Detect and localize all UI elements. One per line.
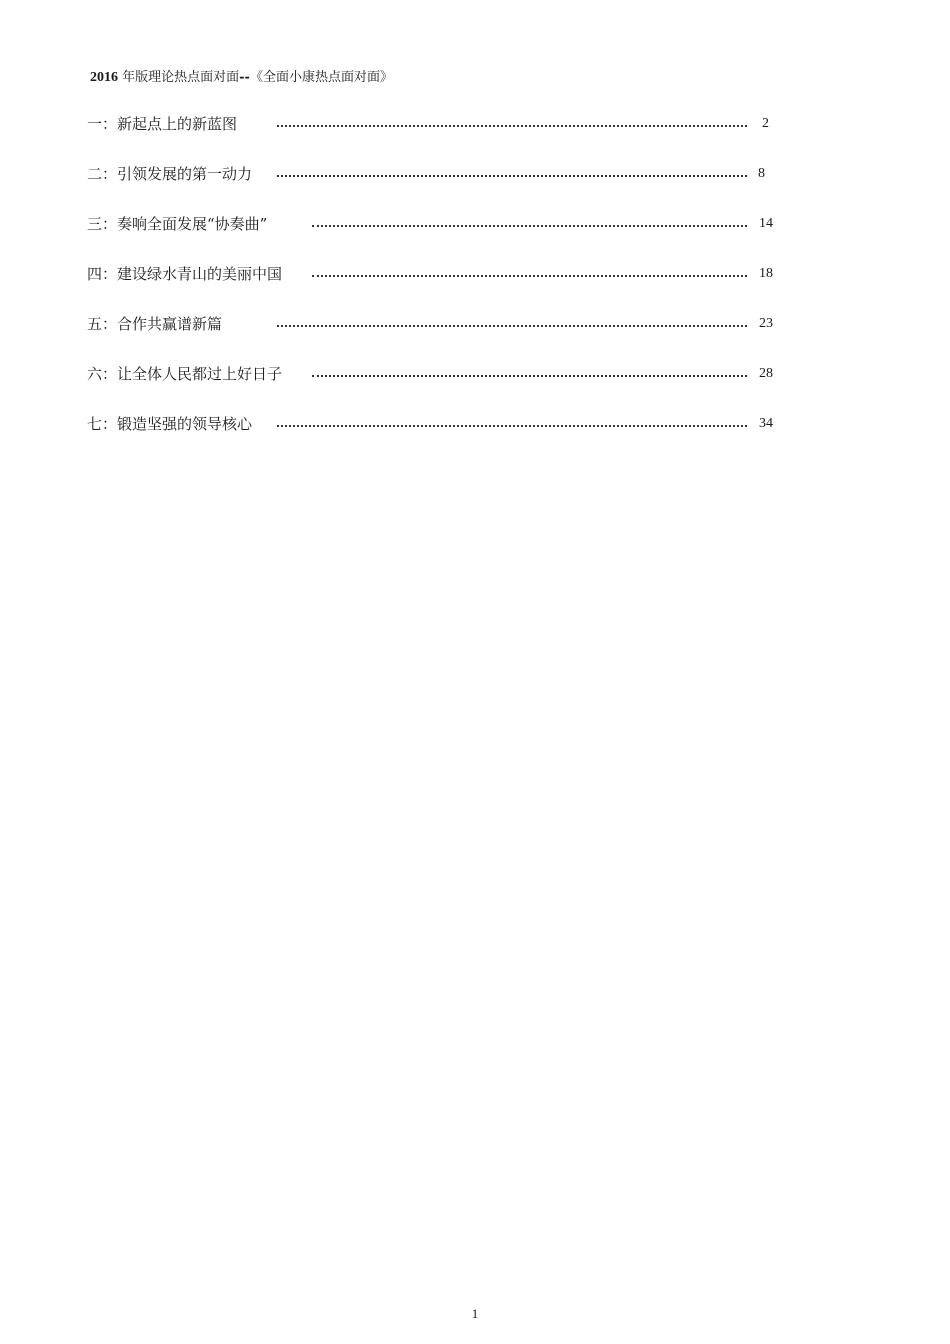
toc-entry-page: 14 [759, 216, 773, 231]
title-main: 年版理论热点面对面 [122, 70, 240, 85]
toc-leader-dots [277, 313, 747, 335]
toc-leader-dots [277, 413, 747, 435]
toc-entry-label: 一：新起点上的新蓝图 [87, 115, 238, 133]
toc-entry[interactable] [87, 363, 777, 413]
toc-leader-dots [277, 163, 747, 185]
title-dash: -- [239, 70, 250, 85]
toc-leader-dots [312, 213, 747, 235]
toc-entry[interactable] [87, 213, 777, 263]
title-year: 2016 [90, 70, 118, 85]
table-of-contents [87, 113, 777, 463]
toc-entry[interactable] [87, 413, 777, 463]
toc-entry[interactable] [87, 113, 777, 163]
toc-leader-dots [312, 263, 747, 285]
toc-entry[interactable] [87, 313, 777, 363]
page-number: 1 [471, 1306, 479, 1321]
toc-entry-page: 2 [762, 116, 769, 131]
toc-entry-label: 七：锻造坚强的领导核心 [87, 415, 253, 433]
toc-entry-page: 18 [759, 266, 773, 281]
toc-entry[interactable] [87, 263, 777, 313]
toc-entry-label: 五：合作共赢谱新篇 [87, 315, 223, 333]
toc-entry-page: 34 [759, 416, 773, 431]
toc-entry-label: 四：建设绿水青山的美丽中国 [87, 265, 283, 283]
toc-entry-page: 8 [758, 166, 765, 181]
toc-entry-label: 三：奏响全面发展“协奏曲” [87, 215, 268, 233]
toc-entry-label: 六：让全体人民都过上好日子 [87, 365, 283, 383]
toc-entry-page: 23 [759, 316, 773, 331]
title-book: 《全面小康热点面对面》 [249, 70, 393, 85]
toc-leader-dots [312, 363, 747, 385]
toc-entry[interactable] [87, 163, 777, 213]
toc-entry-page: 28 [759, 366, 773, 381]
document-title [90, 66, 393, 86]
toc-leader-dots [277, 113, 747, 135]
toc-entry-label: 二：引领发展的第一动力 [87, 165, 253, 183]
